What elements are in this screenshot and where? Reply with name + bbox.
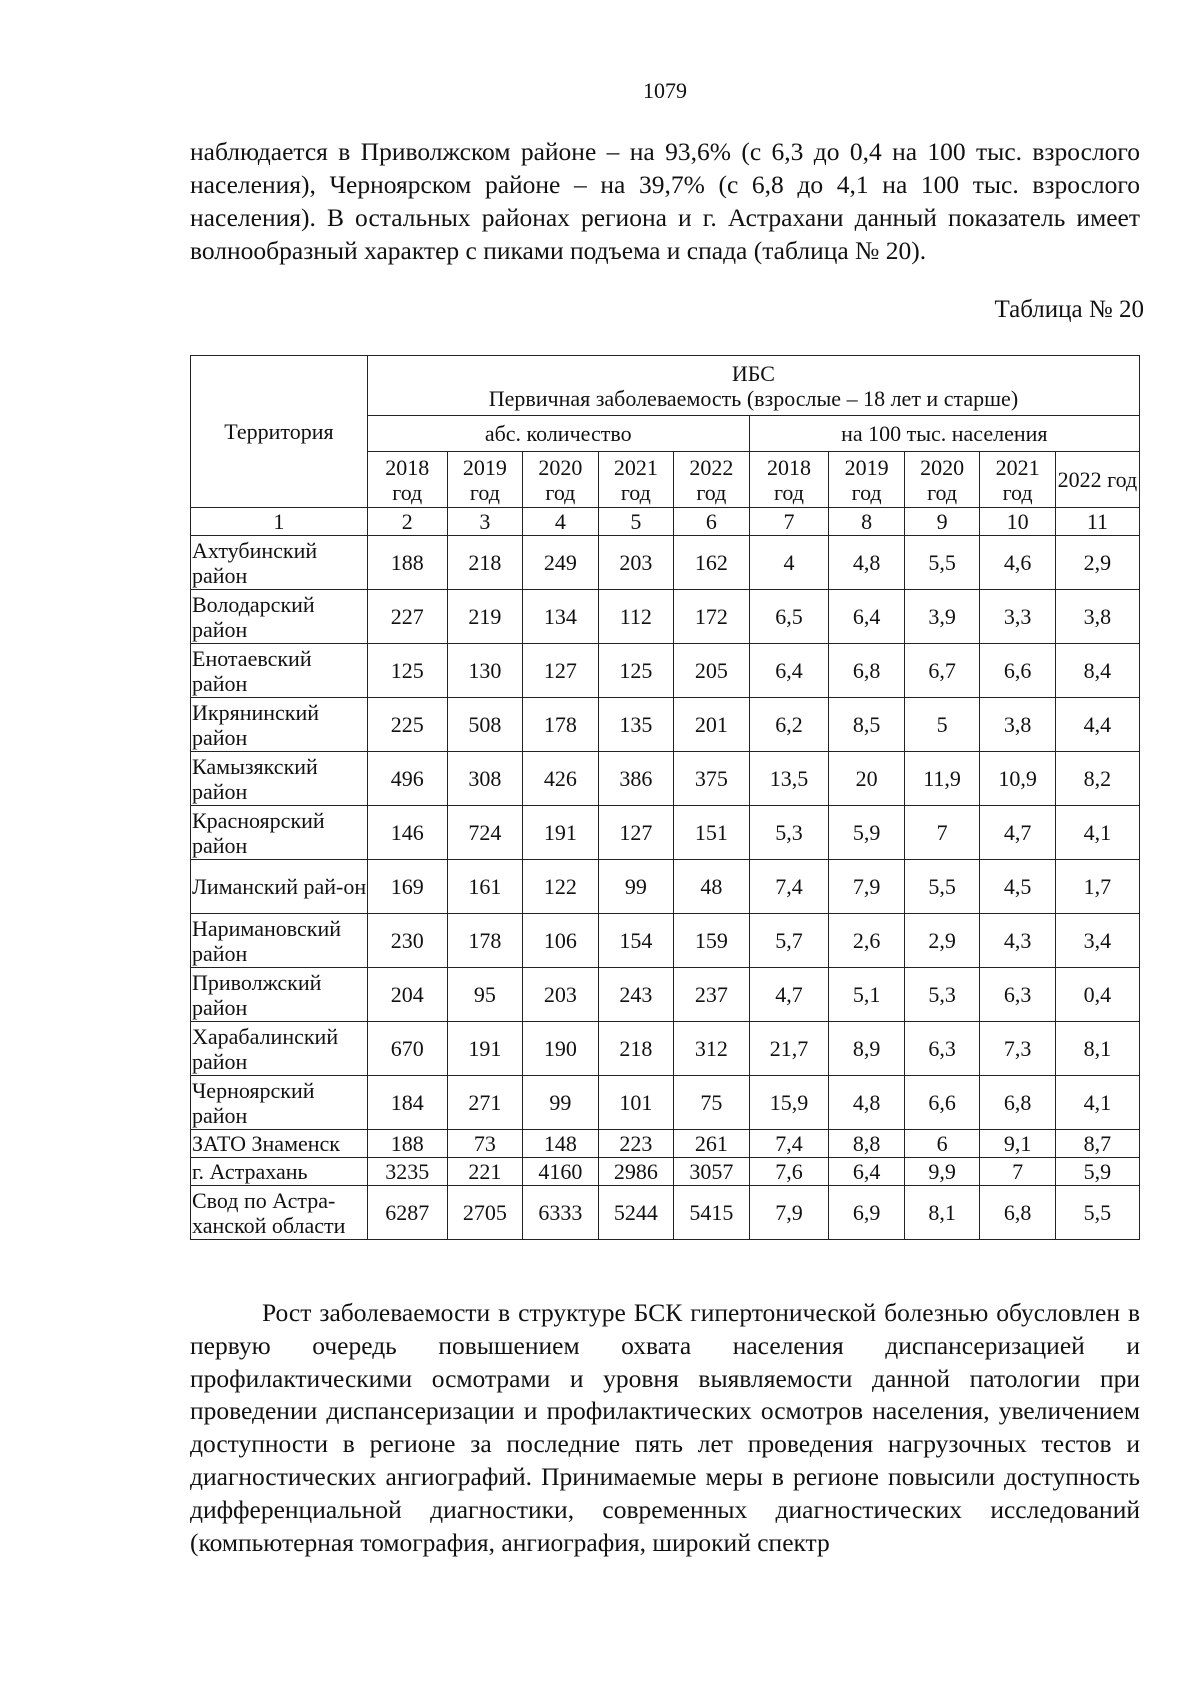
header-year: 2018 год bbox=[367, 452, 447, 508]
header-year: 2018 год bbox=[749, 452, 829, 508]
value-cell: 101 bbox=[598, 1076, 673, 1130]
table-row bbox=[191, 644, 1140, 698]
ibs-incidence-table bbox=[190, 355, 1140, 1240]
header-abs: абс. количество bbox=[367, 416, 749, 452]
column-number: 3 bbox=[447, 508, 522, 536]
value-cell: 6,7 bbox=[904, 644, 979, 698]
value-cell: 4 bbox=[749, 536, 829, 590]
value-cell: 4160 bbox=[523, 1158, 598, 1186]
value-cell: 8,1 bbox=[904, 1186, 979, 1240]
value-cell: 125 bbox=[367, 644, 447, 698]
value-cell: 1,7 bbox=[1055, 860, 1139, 914]
value-cell: 219 bbox=[447, 590, 522, 644]
value-cell: 148 bbox=[523, 1130, 598, 1158]
territory-cell: Камызякский район bbox=[191, 752, 368, 806]
territory-cell: Икрянинский район bbox=[191, 698, 368, 752]
value-cell: 7,9 bbox=[829, 860, 904, 914]
value-cell: 15,9 bbox=[749, 1076, 829, 1130]
value-cell: 2,6 bbox=[829, 914, 904, 968]
value-cell: 4,4 bbox=[1055, 698, 1139, 752]
value-cell: 218 bbox=[598, 1022, 673, 1076]
value-cell: 6,3 bbox=[904, 1022, 979, 1076]
value-cell: 6,6 bbox=[980, 644, 1055, 698]
value-cell: 4,1 bbox=[1055, 1076, 1139, 1130]
value-cell: 11,9 bbox=[904, 752, 979, 806]
value-cell: 5,3 bbox=[904, 968, 979, 1022]
value-cell: 5,5 bbox=[904, 860, 979, 914]
value-cell: 10,9 bbox=[980, 752, 1055, 806]
value-cell: 122 bbox=[523, 860, 598, 914]
value-cell: 6,4 bbox=[829, 590, 904, 644]
column-number: 4 bbox=[523, 508, 598, 536]
value-cell: 20 bbox=[829, 752, 904, 806]
value-cell: 6,3 bbox=[980, 968, 1055, 1022]
value-cell: 7,3 bbox=[980, 1022, 1055, 1076]
value-cell: 5,5 bbox=[1055, 1186, 1139, 1240]
value-cell: 48 bbox=[674, 860, 749, 914]
column-number: 2 bbox=[367, 508, 447, 536]
value-cell: 201 bbox=[674, 698, 749, 752]
value-cell: 6,5 bbox=[749, 590, 829, 644]
value-cell: 308 bbox=[447, 752, 522, 806]
header-per100k: на 100 тыс. населения bbox=[749, 416, 1139, 452]
value-cell: 724 bbox=[447, 806, 522, 860]
value-cell: 8,4 bbox=[1055, 644, 1139, 698]
value-cell: 203 bbox=[523, 968, 598, 1022]
header-year: 2022 год bbox=[674, 452, 749, 508]
value-cell: 6 bbox=[904, 1130, 979, 1158]
value-cell: 7,6 bbox=[749, 1158, 829, 1186]
value-cell: 271 bbox=[447, 1076, 522, 1130]
value-cell: 188 bbox=[367, 1130, 447, 1158]
header-year: 2022 год bbox=[1055, 452, 1139, 508]
column-number: 1 bbox=[191, 508, 368, 536]
value-cell: 106 bbox=[523, 914, 598, 968]
territory-cell: Красноярский район bbox=[191, 806, 368, 860]
table-row bbox=[191, 1022, 1140, 1076]
table-row bbox=[191, 806, 1140, 860]
value-cell: 95 bbox=[447, 968, 522, 1022]
value-cell: 227 bbox=[367, 590, 447, 644]
value-cell: 4,8 bbox=[829, 536, 904, 590]
value-cell: 386 bbox=[598, 752, 673, 806]
value-cell: 9,9 bbox=[904, 1158, 979, 1186]
territory-cell: Черноярский район bbox=[191, 1076, 368, 1130]
header-main-title: ИБС bbox=[731, 360, 775, 386]
value-cell: 203 bbox=[598, 536, 673, 590]
table-row bbox=[191, 752, 1140, 806]
header-year: 2021 год bbox=[598, 452, 673, 508]
value-cell: 99 bbox=[523, 1076, 598, 1130]
value-cell: 178 bbox=[447, 914, 522, 968]
value-cell: 184 bbox=[367, 1076, 447, 1130]
value-cell: 188 bbox=[367, 536, 447, 590]
value-cell: 237 bbox=[674, 968, 749, 1022]
value-cell: 13,5 bbox=[749, 752, 829, 806]
column-number: 11 bbox=[1055, 508, 1139, 536]
value-cell: 6,4 bbox=[829, 1158, 904, 1186]
value-cell: 6333 bbox=[523, 1186, 598, 1240]
value-cell: 7,4 bbox=[749, 1130, 829, 1158]
table-row bbox=[191, 914, 1140, 968]
value-cell: 2,9 bbox=[904, 914, 979, 968]
value-cell: 2705 bbox=[447, 1186, 522, 1240]
value-cell: 4,5 bbox=[980, 860, 1055, 914]
value-cell: 3,9 bbox=[904, 590, 979, 644]
value-cell: 508 bbox=[447, 698, 522, 752]
value-cell: 230 bbox=[367, 914, 447, 968]
territory-cell: Володарский район bbox=[191, 590, 368, 644]
territory-cell: Енотаевский район bbox=[191, 644, 368, 698]
territory-cell: Свод по Астра-ханской области bbox=[191, 1186, 368, 1240]
column-number: 6 bbox=[674, 508, 749, 536]
value-cell: 190 bbox=[523, 1022, 598, 1076]
territory-cell: Лиманский рай-он bbox=[191, 860, 368, 914]
value-cell: 670 bbox=[367, 1022, 447, 1076]
value-cell: 99 bbox=[598, 860, 673, 914]
value-cell: 146 bbox=[367, 806, 447, 860]
paragraph-top: наблюдается в Приволжском районе – на 93,6% (с 6,3 до 0,4 на 100 тыс. взрослого населения), Черноярском районе – на 39,7% (с 6,8 до 4,1 на 100 тыс. взрослого населения). В остальных районах региона и г. Астрахани данный показатель имеет волнообразный характер с пиками подъема и спада (таблица № 20). bbox=[190, 137, 1140, 265]
value-cell: 204 bbox=[367, 968, 447, 1022]
header-year: 2021 год bbox=[980, 452, 1055, 508]
value-cell: 3057 bbox=[674, 1158, 749, 1186]
value-cell: 6,6 bbox=[904, 1076, 979, 1130]
value-cell: 5,7 bbox=[749, 914, 829, 968]
value-cell: 151 bbox=[674, 806, 749, 860]
territory-cell: Ахтубинский район bbox=[191, 536, 368, 590]
value-cell: 9,1 bbox=[980, 1130, 1055, 1158]
value-cell: 7,4 bbox=[749, 860, 829, 914]
value-cell: 3,4 bbox=[1055, 914, 1139, 968]
column-number: 9 bbox=[904, 508, 979, 536]
table-row bbox=[191, 1158, 1140, 1186]
value-cell: 4,8 bbox=[829, 1076, 904, 1130]
value-cell: 7 bbox=[980, 1158, 1055, 1186]
value-cell: 0,4 bbox=[1055, 968, 1139, 1022]
table-row bbox=[191, 860, 1140, 914]
value-cell: 154 bbox=[598, 914, 673, 968]
header-main-subtitle: Первичная заболеваемость (взрослые – 18 лет и старше) bbox=[488, 385, 1019, 411]
value-cell: 205 bbox=[674, 644, 749, 698]
value-cell: 7,9 bbox=[749, 1186, 829, 1240]
value-cell: 3,8 bbox=[980, 698, 1055, 752]
value-cell: 8,8 bbox=[829, 1130, 904, 1158]
territory-cell: Наримановский район bbox=[191, 914, 368, 968]
territory-cell: Приволжский район bbox=[191, 968, 368, 1022]
value-cell: 172 bbox=[674, 590, 749, 644]
value-cell: 6,9 bbox=[829, 1186, 904, 1240]
value-cell: 426 bbox=[523, 752, 598, 806]
value-cell: 178 bbox=[523, 698, 598, 752]
value-cell: 3,8 bbox=[1055, 590, 1139, 644]
header-year: 2020 год bbox=[523, 452, 598, 508]
value-cell: 243 bbox=[598, 968, 673, 1022]
value-cell: 8,5 bbox=[829, 698, 904, 752]
table-row bbox=[191, 590, 1140, 644]
column-number: 10 bbox=[980, 508, 1055, 536]
territory-cell: Харабалинский район bbox=[191, 1022, 368, 1076]
column-number: 8 bbox=[829, 508, 904, 536]
value-cell: 4,7 bbox=[749, 968, 829, 1022]
header-year: 2019 год bbox=[447, 452, 522, 508]
value-cell: 127 bbox=[598, 806, 673, 860]
value-cell: 169 bbox=[367, 860, 447, 914]
value-cell: 2,9 bbox=[1055, 536, 1139, 590]
paragraph-bottom: Рост заболеваемости в структуре БСК гипертонической болезнью обусловлен в первую очередь повышением охвата населения диспансеризацией и профилактическими осмотрами и уровня выявляемости данной патологии при проведении диспансеризации и профилактических осмотров населения, увеличением доступности в регионе за последние пять лет проведения нагрузочных тестов и диагностических ангиографий. Принимаемые меры в регионе повысили доступность дифференциальной диагностики, современных диагностических исследований (компьютерная томография, ангиография, широкий спектр bbox=[190, 1298, 1140, 1557]
value-cell: 6,8 bbox=[829, 644, 904, 698]
value-cell: 8,9 bbox=[829, 1022, 904, 1076]
header-main bbox=[367, 356, 1139, 416]
value-cell: 127 bbox=[523, 644, 598, 698]
column-number: 7 bbox=[749, 508, 829, 536]
table-row bbox=[191, 1076, 1140, 1130]
value-cell: 5,3 bbox=[749, 806, 829, 860]
value-cell: 5,5 bbox=[904, 536, 979, 590]
value-cell: 125 bbox=[598, 644, 673, 698]
value-cell: 249 bbox=[523, 536, 598, 590]
value-cell: 135 bbox=[598, 698, 673, 752]
value-cell: 5 bbox=[904, 698, 979, 752]
value-cell: 162 bbox=[674, 536, 749, 590]
value-cell: 4,7 bbox=[980, 806, 1055, 860]
column-number: 5 bbox=[598, 508, 673, 536]
value-cell: 375 bbox=[674, 752, 749, 806]
value-cell: 5,9 bbox=[1055, 1158, 1139, 1186]
value-cell: 6,8 bbox=[980, 1076, 1055, 1130]
value-cell: 2986 bbox=[598, 1158, 673, 1186]
header-year: 2020 год bbox=[904, 452, 979, 508]
value-cell: 3,3 bbox=[980, 590, 1055, 644]
value-cell: 6,4 bbox=[749, 644, 829, 698]
table-row bbox=[191, 536, 1140, 590]
value-cell: 8,1 bbox=[1055, 1022, 1139, 1076]
table-row bbox=[191, 1130, 1140, 1158]
value-cell: 225 bbox=[367, 698, 447, 752]
value-cell: 312 bbox=[674, 1022, 749, 1076]
table-caption: Таблица № 20 bbox=[994, 296, 1144, 323]
value-cell: 223 bbox=[598, 1130, 673, 1158]
page-number: 1079 bbox=[643, 78, 687, 103]
value-cell: 8,2 bbox=[1055, 752, 1139, 806]
value-cell: 6287 bbox=[367, 1186, 447, 1240]
table-row bbox=[191, 698, 1140, 752]
value-cell: 4,1 bbox=[1055, 806, 1139, 860]
value-cell: 134 bbox=[523, 590, 598, 644]
value-cell: 496 bbox=[367, 752, 447, 806]
value-cell: 112 bbox=[598, 590, 673, 644]
value-cell: 5,1 bbox=[829, 968, 904, 1022]
value-cell: 73 bbox=[447, 1130, 522, 1158]
value-cell: 5244 bbox=[598, 1186, 673, 1240]
header-year: 2019 год bbox=[829, 452, 904, 508]
value-cell: 5,9 bbox=[829, 806, 904, 860]
value-cell: 6,2 bbox=[749, 698, 829, 752]
value-cell: 4,3 bbox=[980, 914, 1055, 968]
territory-cell: г. Астрахань bbox=[191, 1158, 368, 1186]
value-cell: 221 bbox=[447, 1158, 522, 1186]
value-cell: 159 bbox=[674, 914, 749, 968]
territory-cell: ЗАТО Знаменск bbox=[191, 1130, 368, 1158]
value-cell: 7 bbox=[904, 806, 979, 860]
value-cell: 218 bbox=[447, 536, 522, 590]
value-cell: 8,7 bbox=[1055, 1130, 1139, 1158]
value-cell: 75 bbox=[674, 1076, 749, 1130]
value-cell: 5415 bbox=[674, 1186, 749, 1240]
header-territory: Территория bbox=[191, 356, 368, 508]
value-cell: 261 bbox=[674, 1130, 749, 1158]
value-cell: 21,7 bbox=[749, 1022, 829, 1076]
value-cell: 191 bbox=[523, 806, 598, 860]
value-cell: 6,8 bbox=[980, 1186, 1055, 1240]
value-cell: 4,6 bbox=[980, 536, 1055, 590]
value-cell: 130 bbox=[447, 644, 522, 698]
table-row bbox=[191, 968, 1140, 1022]
table-row bbox=[191, 1186, 1140, 1240]
value-cell: 161 bbox=[447, 860, 522, 914]
value-cell: 191 bbox=[447, 1022, 522, 1076]
value-cell: 3235 bbox=[367, 1158, 447, 1186]
